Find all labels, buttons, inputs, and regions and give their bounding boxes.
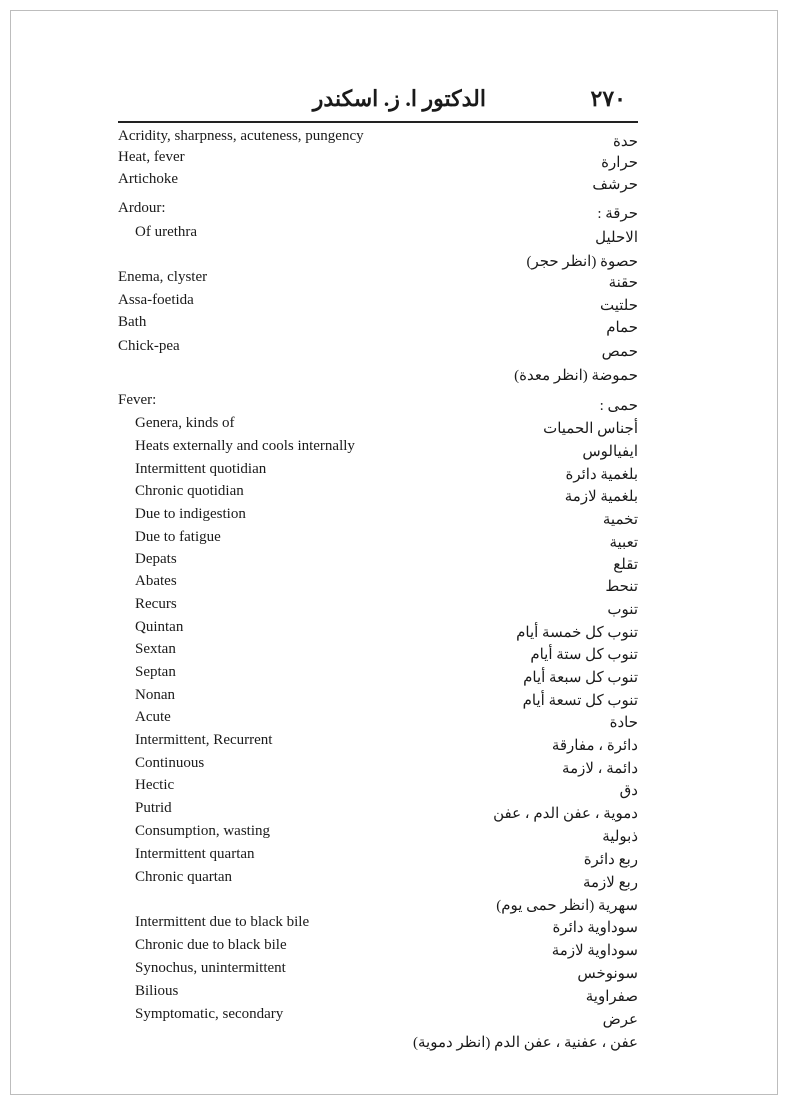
arabic-term: تخمية bbox=[602, 512, 638, 528]
glossary-entry bbox=[118, 461, 638, 483]
arabic-term: سوداوية دائرة bbox=[552, 920, 638, 936]
glossary-entry bbox=[118, 224, 638, 246]
glossary-entry bbox=[118, 846, 638, 868]
arabic-term: دموية ، عفن الدم ، عفن bbox=[493, 806, 638, 822]
arabic-term: حرقة : bbox=[597, 206, 638, 222]
english-term: Bath bbox=[118, 314, 147, 330]
glossary-entry bbox=[118, 362, 638, 384]
arabic-term: تنوب bbox=[607, 602, 638, 618]
english-term: Chronic due to black bile bbox=[135, 937, 287, 953]
english-term: Bilious bbox=[135, 983, 179, 999]
glossary-entry bbox=[118, 551, 638, 573]
glossary-entry bbox=[118, 687, 638, 709]
arabic-term: دائرة ، مفارقة bbox=[551, 738, 638, 754]
arabic-term: حلتيت bbox=[599, 298, 638, 314]
arabic-term: عفن ، عفنية ، عفن الدم (انظر دموية) bbox=[413, 1035, 638, 1051]
english-term: Heat, fever bbox=[118, 149, 185, 165]
glossary-entry bbox=[118, 506, 638, 528]
glossary-entry bbox=[118, 171, 638, 193]
glossary-entry bbox=[118, 709, 638, 731]
glossary-entry bbox=[118, 573, 638, 595]
glossary-entry bbox=[118, 983, 638, 1005]
glossary-entry bbox=[118, 392, 638, 414]
arabic-term: تنوب كل تسعة أيام bbox=[522, 693, 638, 709]
arabic-term: ربع دائرة bbox=[583, 852, 638, 868]
english-term: Chronic quotidian bbox=[135, 483, 244, 499]
page-number: ٢٧٠ bbox=[590, 86, 626, 111]
english-term: Due to fatigue bbox=[135, 529, 221, 545]
arabic-term: بلغمية دائرة bbox=[565, 467, 638, 483]
glossary-entry bbox=[118, 892, 638, 914]
arabic-term: أجناس الحميات bbox=[543, 421, 638, 437]
arabic-term: تنوب كل ستة أيام bbox=[530, 647, 638, 663]
glossary-entry bbox=[118, 338, 638, 360]
arabic-term: تنحط bbox=[605, 579, 638, 595]
arabic-term: حصوة (انظر حجر) bbox=[526, 254, 638, 270]
english-term: Intermittent quotidian bbox=[135, 461, 267, 477]
english-term: Acridity, sharpness, acuteness, pungency bbox=[118, 128, 364, 144]
english-term: Symptomatic, secondary bbox=[135, 1006, 284, 1022]
arabic-term: سونوخس bbox=[577, 966, 638, 982]
arabic-term: دائمة ، لازمة bbox=[562, 761, 638, 777]
english-term: Acute bbox=[135, 709, 171, 725]
glossary-entry bbox=[118, 149, 638, 171]
arabic-term: ذبولية bbox=[602, 829, 638, 845]
glossary-entry bbox=[118, 269, 638, 291]
arabic-term: حرارة bbox=[601, 155, 638, 171]
glossary-entry bbox=[118, 248, 638, 270]
glossary-entry bbox=[118, 869, 638, 891]
english-term: Hectic bbox=[135, 777, 175, 793]
glossary-entry bbox=[118, 800, 638, 822]
running-head: الدكتور ا. ز. اسكندر bbox=[312, 86, 486, 111]
glossary-entry bbox=[118, 777, 638, 799]
glossary-entry bbox=[118, 483, 638, 505]
english-term: Synochus, unintermittent bbox=[135, 960, 286, 976]
english-term: Fever: bbox=[118, 392, 157, 408]
english-term: Artichoke bbox=[118, 171, 178, 187]
english-term: Sextan bbox=[135, 641, 176, 657]
arabic-term: ربع لازمة bbox=[582, 875, 638, 891]
english-term: Assa-foetida bbox=[118, 292, 194, 308]
glossary-entry bbox=[118, 960, 638, 982]
english-term: Continuous bbox=[135, 755, 205, 771]
arabic-term: حمام bbox=[606, 320, 638, 336]
english-term: Intermittent, Recurrent bbox=[135, 732, 273, 748]
english-term: Chick-pea bbox=[118, 338, 180, 354]
english-term: Intermittent quartan bbox=[135, 846, 255, 862]
english-term: Chronic quartan bbox=[135, 869, 233, 885]
english-term: Recurs bbox=[135, 596, 177, 612]
arabic-term: ايفيالوس bbox=[582, 444, 638, 460]
glossary-entry bbox=[118, 664, 638, 686]
glossary-entry bbox=[118, 415, 638, 437]
glossary-entry bbox=[118, 292, 638, 314]
glossary-entry bbox=[118, 128, 638, 150]
glossary-entry bbox=[118, 823, 638, 845]
glossary-entry bbox=[118, 937, 638, 959]
arabic-term: حادة bbox=[609, 715, 638, 731]
glossary-entry bbox=[118, 314, 638, 336]
glossary-entry bbox=[118, 438, 638, 460]
glossary-entry bbox=[118, 529, 638, 551]
arabic-term: حرشف bbox=[592, 177, 638, 193]
english-term: Septan bbox=[135, 664, 176, 680]
glossary-entry bbox=[118, 732, 638, 754]
arabic-term: الاحليل bbox=[595, 230, 638, 246]
arabic-term: دق bbox=[619, 783, 638, 799]
arabic-term: صفراوية bbox=[585, 989, 638, 1005]
english-term: Heats externally and cools internally bbox=[135, 438, 355, 454]
english-term: Enema, clyster bbox=[118, 269, 208, 285]
glossary-entry bbox=[118, 1029, 638, 1051]
arabic-term: حمى : bbox=[599, 398, 638, 414]
glossary-entry bbox=[118, 641, 638, 663]
english-term: Nonan bbox=[135, 687, 175, 703]
arabic-term: حموضة (انظر معدة) bbox=[514, 368, 638, 384]
english-term: Intermittent due to black bile bbox=[135, 914, 310, 930]
arabic-term: تعبية bbox=[609, 535, 638, 551]
glossary-entry bbox=[118, 596, 638, 618]
glossary-entry bbox=[118, 1006, 638, 1028]
arabic-term: تنوب كل سبعة أيام bbox=[523, 670, 638, 686]
arabic-term: حدة bbox=[612, 134, 638, 150]
english-term: Quintan bbox=[135, 619, 184, 635]
english-term: Of urethra bbox=[135, 224, 198, 240]
arabic-term: تنوب كل خمسة أيام bbox=[516, 625, 638, 641]
glossary-entry bbox=[118, 914, 638, 936]
glossary-entry bbox=[118, 200, 638, 222]
english-term: Genera, kinds of bbox=[135, 415, 235, 431]
arabic-term: تقلع bbox=[613, 557, 638, 573]
glossary-entry bbox=[118, 619, 638, 641]
arabic-term: سوداوية لازمة bbox=[551, 943, 638, 959]
english-term: Putrid bbox=[135, 800, 172, 816]
arabic-term: حقنة bbox=[608, 275, 638, 291]
arabic-term: عرض bbox=[602, 1012, 638, 1028]
english-term: Due to indigestion bbox=[135, 506, 246, 522]
arabic-term: حمص bbox=[601, 344, 638, 360]
glossary-entry bbox=[118, 755, 638, 777]
english-term: Depats bbox=[135, 551, 177, 567]
english-term: Consumption, wasting bbox=[135, 823, 271, 839]
arabic-term: بلغمية لازمة bbox=[564, 489, 638, 505]
english-term: Abates bbox=[135, 573, 177, 589]
english-term: Ardour: bbox=[118, 200, 166, 216]
arabic-term: سهرية (انظر حمى يوم) bbox=[496, 898, 638, 914]
